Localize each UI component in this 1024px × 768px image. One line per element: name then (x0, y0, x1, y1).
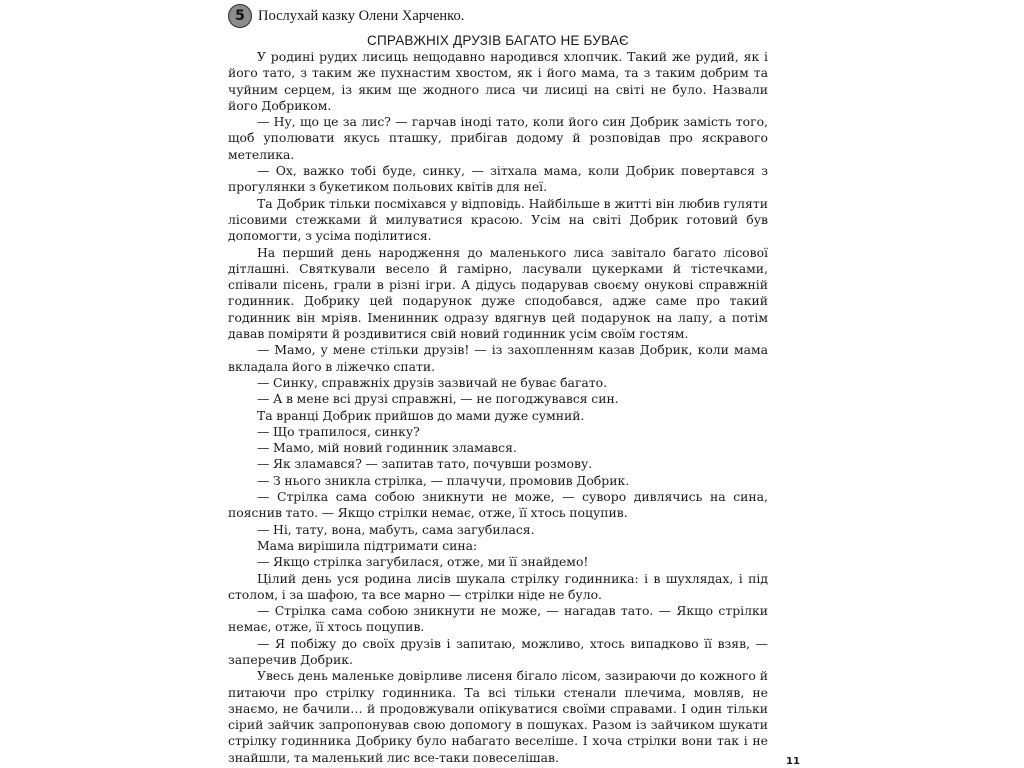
paragraph: — Я побіжу до своїх друзів і запитаю, можливо, хтось випадково її взяв, — заперечив Добрик. (228, 635, 768, 667)
paragraph: — Ні, тату, вона, мабуть, сама загубилася. (257, 521, 535, 537)
paragraph: Цілий день уся родина лисів шукала стрілку годинника: і в шухлядах, і під столом, і за шафою, та все марно — стрілки ніде не було. (228, 570, 768, 602)
paragraph: — З нього зникла стрілка, — плачучи, промовив Добрик. (257, 472, 630, 488)
paragraph: — Синку, справжніх друзів зазвичай не буває багато. (257, 374, 608, 390)
paragraph: — Як зламався? — запитав тато, почувши розмову. (257, 456, 593, 472)
task-number-badge: 5 (228, 4, 252, 28)
paragraph: Та вранці Добрик прийшов до мами дуже сумний. (257, 407, 585, 423)
paragraph: Увесь день маленьке довірливе лисеня бігало лісом, зазираючи до кожного й питаючи про стрілку годинника. Та всі тільки стенали плечима, мовляв, не знаємо, не бачили… й продовжували опікуватися своїми справами. І один тільки сірий зайчик запропонував свою допомогу в пошуках. Разом із зайчиком шукати стрілку годинника Добрику було набагато веселіше. І хоча стрілки вони так і не знайшли, та маленький лис все-таки повеселішав. (228, 668, 768, 765)
paragraph: — Ох, важко тобі буде, синку, — зітхала мама, коли Добрик повертався з прогулянки з букетиком польових квітів для неї. (228, 163, 768, 195)
paragraph: У родині рудих лисиць нещодавно народився хлопчик. Такий же рудий, як і його тато, з таким же пухнастим хвостом, як і його мама, та з таким добрим та чуйним серцем, із яким ще жодного лиса чи лисиці на світі не було. Назвали його Добриком. (228, 49, 768, 113)
paragraph: — Мамо, мій новий годинник зламався. (257, 440, 517, 456)
task-header (228, 2, 464, 30)
paragraph: — Стрілка сама собою зникнути не може, — суворо дивлячись на сина, пояснив тато. — Якщо стрілки немає, отже, її хтось поцупив. (228, 489, 768, 521)
paragraph: — Ну, що це за лис? — гарчав іноді тато, коли його син Добрик замість того, щоб уполювати якусь пташку, прибігав додому й розповідав про яскравого метелика. (228, 114, 768, 162)
story-title: СПРАВЖНІХ ДРУЗІВ БАГАТО НЕ БУВАЄ (367, 33, 629, 48)
task-instruction: Послухай казку Олени Харченко. (258, 7, 465, 24)
paragraph: — Стрілка сама собою зникнути не може, — нагадав тато. — Якщо стрілки немає, отже, її хтось поцупив. (228, 603, 768, 635)
paragraph: — Що трапилося, синку? (257, 423, 420, 439)
paragraph: — Мамо, у мене стільки друзів! — із захопленням казав Добрик, коли мама вкладала його в ліжечко спати. (228, 342, 768, 374)
paragraph: На перший день народження до маленького лиса завітало багато лісової дітлашні. Святкували весело й гамірно, ласували цукерками й тістечками, співали пісень, грали в різні ігри. А дідусь подарував своєму онукові справжній годинник. Добрику цей подарунок дуже сподобався, адже саме про такий годинник він мріяв. Іменинник одразу вдягнув цей подарунок на лапу, а потім давав поміряти й роздивитися свій новий годинник усім своїм гостям. (228, 244, 768, 342)
paragraph: Та Добрик тільки посміхався у відповідь. Найбільше в житті він любив гуляти лісовими стежками й милуватися красою. Усім на світі Добрик готовий був допомогти, з усіма поділитися. (228, 195, 768, 244)
page-number: 11 (786, 756, 800, 767)
paragraph: — Якщо стрілка загубилася, отже, ми її знайдемо! (257, 554, 589, 570)
story-body (228, 49, 768, 766)
paragraph: Мама вирішила підтримати сина: (257, 537, 478, 553)
paragraph: — А в мене всі друзі справжні, — не погоджувався син. (257, 391, 619, 407)
